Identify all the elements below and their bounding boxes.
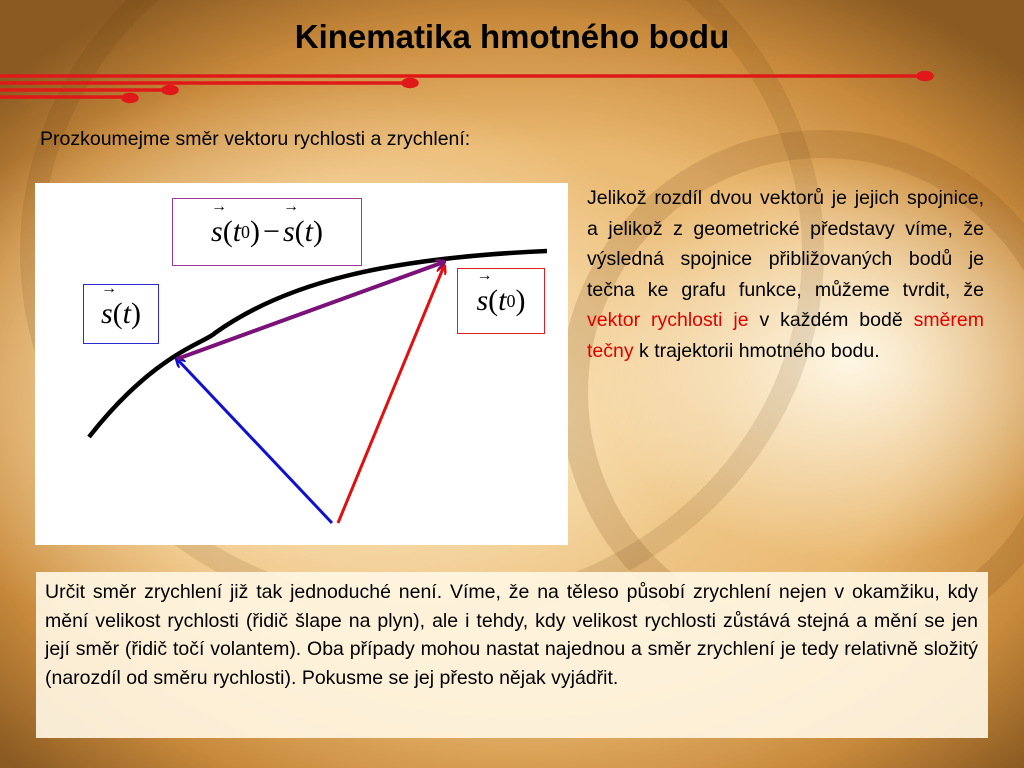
header-stripes: [0, 68, 1024, 108]
label-difference-formula: → s ( t 0 ) − → s ( t ): [172, 198, 362, 266]
label-position-t: → s ( t ): [83, 284, 159, 344]
vector-s-symbol: → s: [101, 297, 113, 331]
position-vector-t: [177, 359, 332, 523]
highlight-velocity: vektor rychlosti je: [587, 309, 749, 331]
highlight-tangent: směrem tečny: [587, 309, 984, 362]
page-title: Kinematika hmotného bodu: [294, 18, 730, 55]
explanation-text: Jelikož rozdíl dvou vektorů je jejich spojnice, a jelikož z geometrické představy víme, že výsledná spojnice přibližovaných bodů je tečna ke grafu funkce, můžeme tvrdit, že vektor rychlosti je v každém bodě směrem tečny k trajektorii hmotného bodu.: [587, 187, 984, 362]
difference-vector: [177, 262, 444, 359]
label-position-t0: → s ( t 0 ): [457, 268, 545, 334]
position-vector-t0: [338, 266, 444, 523]
vector-s-symbol: → s: [211, 215, 223, 249]
vector-s-symbol: → s: [476, 284, 488, 318]
acceleration-paragraph: Určit směr zrychlení již tak jednoduché není. Víme, že na těleso působí zrychlení nejen v okamžiku, kdy mění velikost rychlosti (řidič šlape na plyn), ale i tehdy, kdy velikost rychlosti zůstává stejná a mění se jen její směr (řidič točí volantem). Oba případy mohou nastat najednou a směr zrychlení je tedy relativně složitý (narozdíl od směru rychlosti). Pokusme se jej přesto nějak vyjádřit.: [45, 581, 978, 689]
intro-text: Prozkoumejme směr vektoru rychlosti a zrychlení:: [40, 128, 471, 150]
vector-s-symbol: → s: [283, 215, 295, 249]
